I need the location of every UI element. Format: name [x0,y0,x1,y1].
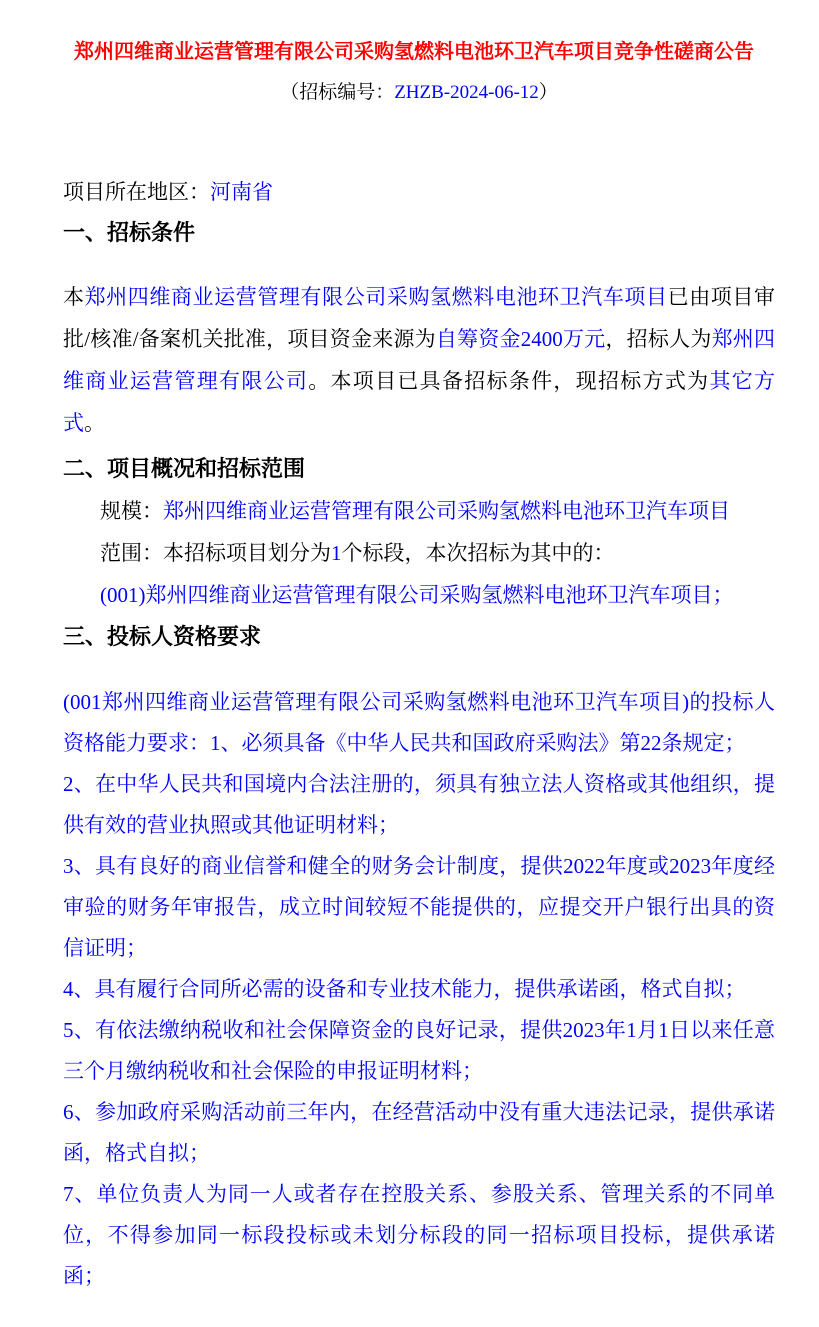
scope-line [63,532,775,574]
scale-value-highlight: 郑州四维商业运营管理有限公司采购氢燃料电池环卫汽车项目 [163,499,730,523]
project-location-line [63,172,775,212]
qualification-item-3: 3、具有良好的商业信誉和健全的财务会计制度，提供2022年度或2023年度经审验的财务年审报告，成立时间较短不能提供的，应提交开户银行出具的资信证明； [63,854,775,960]
text-run: 本 [63,285,85,309]
text-run: 个标段，本次招标为其中的： [341,541,615,565]
qualification-item-7: 7、单位负责人为同一人或者存在控股关系、参股关系、管理关系的不同单位，不得参加同一标段投标或未划分标段的同一招标项目投标，提供承诺函； [63,1182,775,1288]
text-run: 。 [84,411,105,435]
tender-number-label: （招标编号： [280,82,395,103]
tender-conditions-paragraph [63,276,775,444]
tender-number-line [63,78,775,108]
text-run: 已由项目审批/核准/备案机关批准，项目资金来源为 [63,285,775,351]
section-heading-tender-conditions: 一、招标条件 [63,220,196,245]
scale-line [63,490,775,532]
qualification-item-5: 5、有依法缴纳税收和社会保障资金的良好记录，提供2023年1月1日以来任意三个月缴纳税收和社会保险的申报证明材料； [63,1018,775,1083]
qualification-item-4: 4、具有履行合同所必需的设备和专业技术能力，提供承诺函，格式自拟； [63,977,746,1001]
tenderer-name-highlight: 郑州四维商业运营管理有限公司 [63,327,776,393]
qualification-item-2: 2、在中华人民共和国境内合法注册的，须具有独立法人资格或其他组织，提供有效的营业执照或其他证明材料； [63,772,775,837]
qualification-item-6: 6、参加政府采购活动前三年内，在经营活动中没有重大违法记录，提供承诺函，格式自拟； [63,1100,775,1165]
project-location-value: 河南省 [210,180,273,204]
page-title: 郑州四维商业运营管理有限公司采购氢燃料电池环卫汽车项目竞争性磋商公告 [74,41,754,63]
section-heading-project-overview: 二、项目概况和招标范围 [63,456,306,481]
lot-count-highlight: 1 [331,541,342,565]
project-location-label: 项目所在地区： [63,180,210,204]
text-run: ，招标人为 [605,327,712,351]
text-run: 范围：本招标项目划分为 [100,541,331,565]
scale-label: 规模： [100,499,163,523]
section-heading-bidder-qualifications: 三、投标人资格要求 [63,624,262,649]
project-name-highlight: 郑州四维商业运营管理有限公司采购氢燃料电池环卫汽车项目 [84,285,668,309]
funding-source-highlight: 自筹资金2400万元 [435,327,606,351]
tender-number-value: ZHZB-2024-06-12 [394,82,539,103]
tender-method-highlight: 其它方式 [63,369,776,435]
qualification-intro-paragraph: (001郑州四维商业运营管理有限公司采购氢燃料电池环卫汽车项目)的投标人资格能力要求：1、必须具备《中华人民共和国政府采购法》第22条规定； [63,690,775,755]
lot-001-line: (001)郑州四维商业运营管理有限公司采购氢燃料电池环卫汽车项目； [100,583,734,607]
tender-number-close-paren: ） [538,82,558,103]
text-run: 。本项目已具备招标条件，现招标方式为 [308,369,710,393]
